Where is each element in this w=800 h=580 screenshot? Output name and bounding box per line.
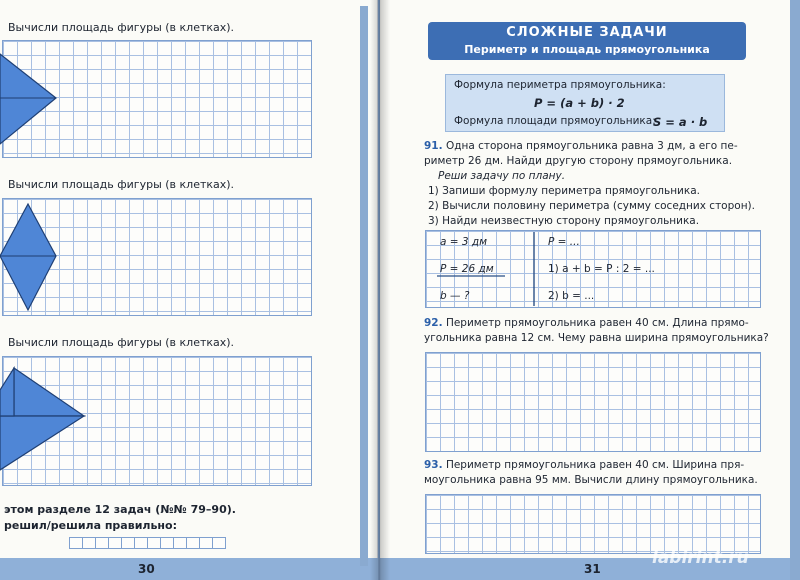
watermark-text: labirint.ru: [652, 548, 749, 568]
task-91-plan-title: Реши задачу по плану.: [438, 170, 566, 182]
section-summary: этом разделе 12 задач (№№ 79–90).: [4, 503, 236, 516]
area-formula-label: Формула площади прямоугольника:: [454, 115, 656, 127]
task-91-line-1: [424, 139, 738, 154]
task-92-line-1: [424, 316, 749, 331]
score-cells[interactable]: [70, 537, 226, 549]
task-92-number: 92.: [424, 317, 443, 329]
task-92-text-2: угольника равна 12 см. Чему равна ширина прямоугольника?: [424, 332, 769, 344]
task-93-text-2: моугольника равна 95 мм. Вычисли длину прямоугольника.: [424, 474, 758, 486]
area-formula: S = a · b: [653, 115, 708, 129]
task-91-text-2: риметр 26 дм. Найди другую сторону прямоугольника.: [424, 155, 733, 167]
task-92-text-1: Периметр прямоугольника равен 40 см. Длина прямо-: [445, 317, 749, 329]
left-footer-bar: [0, 558, 378, 580]
task-93-number: 93.: [424, 459, 443, 471]
task-91-text-1: Одна сторона прямоугольника равна 3 дм, а его пе-: [445, 140, 738, 152]
perimeter-formula: P = (a + b) · 2: [534, 96, 625, 110]
rhombus-figure-1: [0, 52, 70, 148]
task-91-step-2: 2) Вычисли половину периметра (сумму соседних сторон).: [428, 200, 755, 212]
task-91-given-a: a = 3 дм: [440, 236, 488, 248]
task-91-step-3: 3) Найди неизвестную сторону прямоугольника.: [428, 215, 700, 227]
formula-box: [445, 74, 725, 132]
task-91-unknown-b: b — ?: [440, 290, 470, 302]
triangle-figure-3: [0, 366, 90, 478]
right-page-edge: [790, 0, 800, 580]
left-page-edge: [360, 6, 368, 566]
task-93-answer-grid[interactable]: [425, 494, 761, 554]
page-number-left: 30: [138, 562, 155, 576]
task-91-given-p: P = 26 дм: [440, 263, 494, 275]
task-93-text-1: Периметр прямоугольника равен 40 см. Ширина пря-: [445, 459, 745, 471]
task-91-solution-step-1: 1) a + b = P : 2 = ...: [548, 263, 655, 275]
task-93-line-1: [424, 458, 744, 473]
task-91-formula-cell: P = ...: [548, 236, 580, 248]
task-91-step-1: 1) Запиши формулу периметра прямоугольника.: [428, 185, 701, 197]
solved-label: решил/решила правильно:: [4, 519, 177, 532]
left-page: [0, 0, 378, 580]
section-title: СЛОЖНЫЕ ЗАДАЧИ: [506, 25, 668, 40]
page-number-right: 31: [584, 562, 601, 576]
perimeter-formula-label: Формула периметра прямоугольника:: [454, 79, 666, 91]
book-gutter: [370, 0, 390, 580]
task-prompt-1: Вычисли площадь фигуры (в клетках).: [8, 21, 235, 34]
task-92-answer-grid[interactable]: [425, 352, 761, 452]
task-prompt-3: Вычисли площадь фигуры (в клетках).: [8, 336, 235, 349]
section-header: [428, 22, 746, 60]
task-91-solution-step-2: 2) b = ...: [548, 290, 595, 302]
task-91-number: 91.: [424, 140, 443, 152]
section-subtitle: Периметр и площадь прямоугольника: [464, 43, 710, 56]
rhombus-figure-2: [0, 202, 60, 314]
task-prompt-2: Вычисли площадь фигуры (в клетках).: [8, 178, 235, 191]
